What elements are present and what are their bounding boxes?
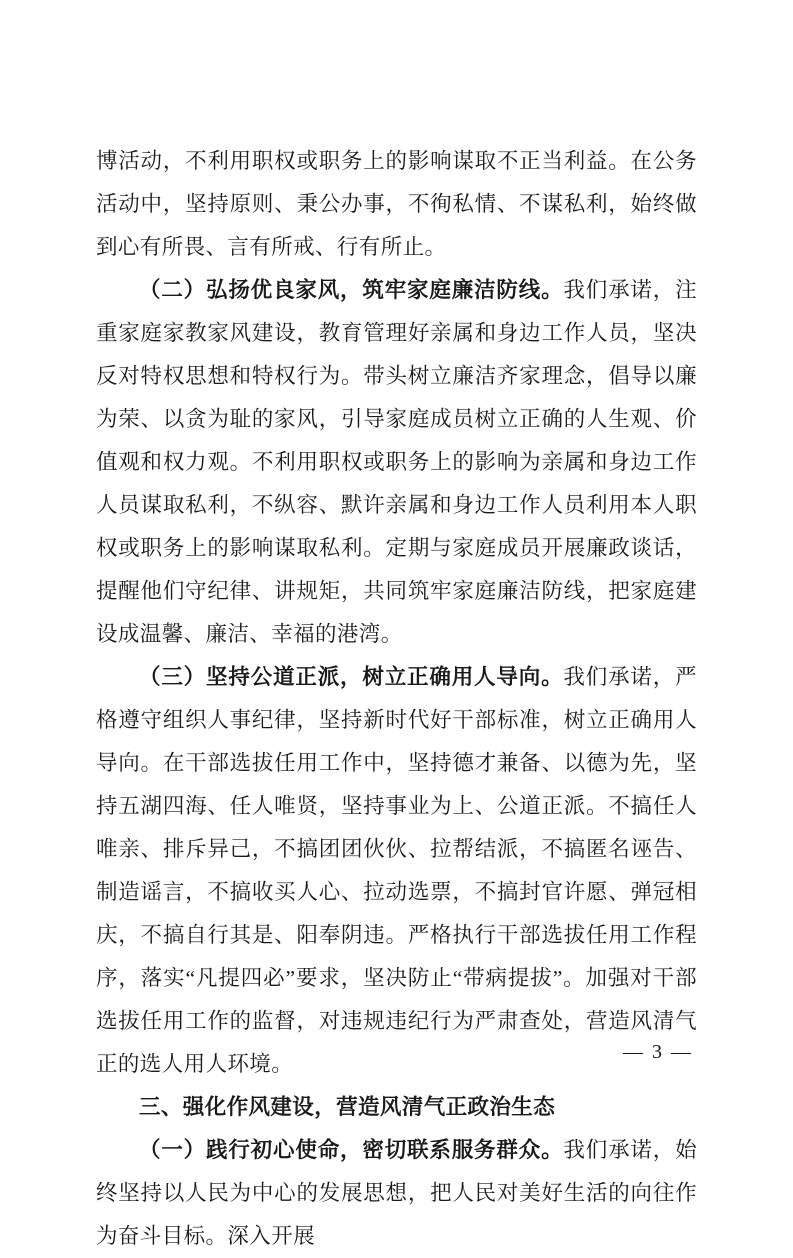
paragraph-lead-3-1: （一）践行初心使命，密切联系服务群众。	[139, 1138, 564, 1163]
paragraph-text-3-1: 我们承诺，始终坚持以人民为中心的发展思想，把人民对美好生活的向往作为奋斗目标。深入开展	[96, 1138, 697, 1248]
paragraph-section-2-2	[96, 269, 697, 656]
section-heading-3: 三、强化作风建设，营造风清气正政治生态	[139, 1095, 556, 1119]
paragraph-section-2-3	[96, 656, 697, 1086]
document-body	[96, 140, 697, 1258]
paragraph-continuation: 博活动，不利用职权或职务上的影响谋取不正当利益。在公务活动中，坚持原则、秉公办事，不徇私情、不谋私利，始终做到心有所畏、言有所戒、行有所止。	[96, 149, 697, 259]
paragraph-text-2-3: 我们承诺，严格遵守组织人事纪律，坚持新时代好干部标准，树立正确用人导向。在干部选拔任用工作中，坚持德才兼备、以德为先，坚持五湖四海、任人唯贤，坚持事业为上、公道正派。不搞任人唯亲、排斥异己，不搞团团伙伙、拉帮结派，不搞匿名诬告、制造谣言，不搞收买人心、拉动选票，不搞封官许愿、弹冠相庆，不搞自行其是、阳奉阴违。严格执行干部选拔任用工作程序，落实“凡提四必”要求，坚决防止“带病提拔”。加强对干部选拔任用工作的监督，对违规违纪行为严肃查处，营造风清气正的选人用人环境。	[96, 665, 697, 1076]
paragraph-section-3-1	[96, 1129, 697, 1258]
paragraph-text-2-2: 我们承诺，注重家庭家教家风建设，教育管理好亲属和身边工作人员，坚决反对特权思想和特权行为。带头树立廉洁齐家理念，倡导以廉为荣、以贪为耻的家风，引导家庭成员树立正确的人生观、价值观和权力观。不利用职权或职务上的影响为亲属和身边工作人员谋取私利，不纵容、默许亲属和身边工作人员利用本人职权或职务上的影响谋取私利。定期与家庭成员开展廉政谈话，提醒他们守纪律、讲规矩，共同筑牢家庭廉洁防线，把家庭建设成温馨、廉洁、幸福的港湾。	[96, 278, 697, 646]
paragraph-lead-2-2: （二）弘扬优良家风，筑牢家庭廉洁防线。	[139, 278, 564, 303]
page-number: — 3 —	[623, 1041, 693, 1063]
paragraph-lead-2-3: （三）坚持公道正派，树立正确用人导向。	[139, 665, 564, 690]
